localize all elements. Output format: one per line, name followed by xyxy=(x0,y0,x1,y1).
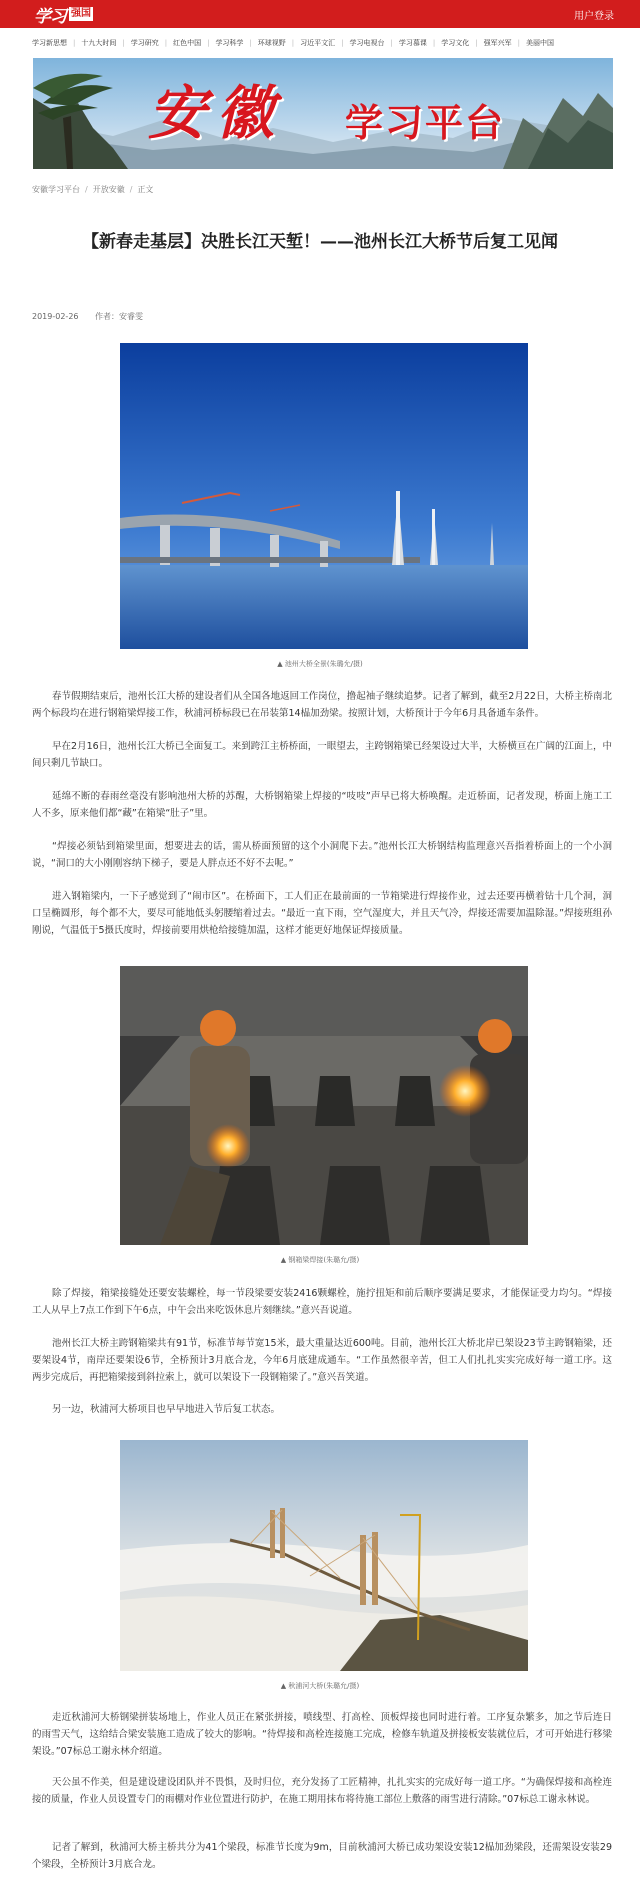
caption-2: ▲ 钢箱梁焊接(朱璐允/摄) xyxy=(280,1256,360,1264)
breadcrumb-home[interactable]: 安徽学习平台 xyxy=(32,185,80,194)
nav-separator: | xyxy=(207,39,210,47)
site-logo[interactable] xyxy=(34,3,93,25)
nav-separator: | xyxy=(164,39,168,47)
nav-separator: | xyxy=(517,39,520,47)
caption-1-text: 池州大桥全景(朱璐允/摄) xyxy=(284,660,363,668)
article-meta xyxy=(32,311,143,322)
breadcrumb-section[interactable]: 开放安徽 xyxy=(92,185,125,194)
paragraph-8: 另一边，秋浦河大桥项目也早早地进入节后复工状态。 xyxy=(52,1404,281,1415)
nav-separator: | xyxy=(390,39,393,47)
nav-item[interactable]: 十九大时间 xyxy=(81,39,117,47)
banner-title: 安徽 xyxy=(148,79,285,147)
caption-3-text: 秋浦河大桥(朱璐允/摄) xyxy=(288,1682,360,1690)
paragraph-10: 天公虽不作美，但是建设建设团队并不畏惧，及时归位，充分发扬了工匠精神，扎扎实实的完成好每一道工序。“为确保焊接和高栓连接的质量，作业人员设置专门的雨棚对作业位置进行防护，在施工期用抹布将待施工部位上敷落的雨雪进行清除。”07标总工谢永林说。 xyxy=(32,1777,612,1805)
article-date: 2019-02-26 xyxy=(32,312,79,321)
banner-subtitle: 学习平台 xyxy=(345,101,506,145)
nav-separator: | xyxy=(432,39,436,47)
nav-separator: | xyxy=(291,39,295,47)
nav-item[interactable]: 习近平文汇 xyxy=(300,39,336,47)
paragraph-7: 池州长江大桥主跨钢箱梁共有91节，标准节每节宽15米，最大重量达近600吨。目前，池州长江大桥北岸已架设23节主跨钢箱梁，还要架设4节，南岸还要架设6节，全桥预计3月底合龙，今年6月底建成通车。“工作虽然很辛苦，但工人们扎扎实实完成好每一道工序。这两步完成后，再把箱梁接到斜拉索上，就可以架设下一段钢箱梁了。”意兴吾笑道。 xyxy=(32,1338,612,1383)
nav-item[interactable]: 学习文化 xyxy=(441,39,470,47)
paragraph-9: 走近秋浦河大桥钢梁拼装场地上，作业人员正在紧张拼接，喷线型、打高栓、顶板焊接也同时进行着。工序复杂繁多，加之节后连日的雨雪天气，这给结合梁安装施工造成了较大的影响。“待焊接和高栓连接施工完成，检修车轨道及拼接板安装就位后，才可开始进行移梁架设。”07标总工谢永林介绍道。 xyxy=(32,1712,612,1757)
main-nav xyxy=(32,36,612,50)
paragraph-6: 除了焊接，箱梁接缝处还要安装螺栓，每一节段梁要安装2416颗螺栓，施拧扭矩和前后顺序要满足要求，才能保证受力均匀。“焊接工人从早上7点工作到下午6点，中午会出来吃饭休息片刻继续。”意兴吾说道。 xyxy=(32,1288,612,1316)
nav-item[interactable]: 学习科学 xyxy=(215,39,244,47)
banner-scenery xyxy=(33,58,613,169)
logo-script-text: 学习 xyxy=(34,6,66,27)
login-link[interactable]: 用户登录 xyxy=(574,11,614,22)
caption-3: ▲ 秋浦河大桥(朱璐允/摄) xyxy=(280,1682,360,1690)
paragraph-5: 进入钢箱梁内，一下子感觉到了“闹市区”。在桥面下，工人们正在最前面的一节箱梁进行焊接作业，过去还要再横着钻十几个洞，洞口呈椭圆形，每个都不大，要尽可能地低头躬腰缩着过去。“最近一直下雨，空气湿度大，并且天气冷，焊接还需要加温除湿。”焊接班组孙刚说，气温低于5摄氏度时，焊接前要用烘枪给接缝加温，这样才能更好地保证焊接质量。 xyxy=(32,891,612,936)
nav-separator: | xyxy=(341,39,344,47)
photo-welding xyxy=(120,966,528,1245)
breadcrumb-current: 正文 xyxy=(137,185,154,194)
nav-separator: | xyxy=(122,39,125,47)
nav-item[interactable]: 学习新思想 xyxy=(32,39,67,47)
article-title: 【新春走基层】决胜长江天堑！——池州长江大桥节后复工见闻 xyxy=(82,232,558,252)
nav-separator: | xyxy=(475,39,478,47)
paragraph-11: 记者了解到，秋浦河大桥主桥共分为41个梁段，标准节长度为9m，目前秋浦河大桥已成功架设安装12榀加劲梁段，还需架设安装29个梁段，全桥预计3月底合龙。 xyxy=(32,1842,612,1870)
nav-separator: | xyxy=(73,39,76,47)
caption-2-text: 钢箱梁焊接(朱璐允/摄) xyxy=(288,1256,360,1264)
nav-item[interactable]: 学习慕课 xyxy=(398,39,427,47)
photo-qiupu-bridge xyxy=(120,1440,528,1671)
nav-item[interactable]: 强军兴军 xyxy=(483,39,512,47)
banner xyxy=(33,58,613,169)
nav-item[interactable]: 环球视野 xyxy=(257,39,286,47)
photo-bridge-panorama xyxy=(120,343,528,649)
nav-item[interactable]: 红色中国 xyxy=(173,39,202,47)
paragraph-3: 延绵不断的春雨丝毫没有影响池州大桥的苏醒，大桥钢箱梁上焊接的“吱吱”声早已将大桥唤醒。走近桥面，记者发现，桥面上施工工人不多，原来他们都“藏”在箱梁“肚子”里。 xyxy=(32,791,612,819)
nav-item[interactable]: 学习研究 xyxy=(130,39,159,47)
paragraph-2: 早在2月16日，池州长江大桥已全面复工。来到跨江主桥桥面，一眼望去，主跨钢箱梁已经架设过大半，大桥横亘在广阔的江面上，中间只剩几节缺口。 xyxy=(32,741,612,769)
paragraph-1: 春节假期结束后，池州长江大桥的建设者们从全国各地返回工作岗位，撸起袖子继续追梦。记者了解到，截至2月22日，大桥主桥南北两个标段均在进行钢箱梁焊接工作，秋浦河桥标段已在吊装第14榀加劲梁。按照计划，大桥预计于今年6月具备通车条件。 xyxy=(32,691,612,719)
top-bar xyxy=(0,0,640,28)
nav-item[interactable]: 美丽中国 xyxy=(525,39,554,47)
paragraph-4: “焊接必须钻到箱梁里面，想要进去的话，需从桥面预留的这个小洞爬下去。”池州长江大桥钢结构监理意兴吾指着桥面上的一个小洞说，“洞口的大小刚刚容纳下梯子，要是人胖点还不好不去呢。” xyxy=(32,841,612,869)
article-author: 作者：安睿雯 xyxy=(95,312,144,321)
caption-1: ▲ 池州大桥全景(朱璐允/摄) xyxy=(277,660,363,668)
logo-box-text: 强国 xyxy=(71,8,91,19)
nav-item[interactable]: 学习电视台 xyxy=(349,39,385,47)
nav-separator: | xyxy=(249,39,252,47)
breadcrumb: 安徽学习平台 / 开放安徽 / 正文 xyxy=(32,185,154,194)
